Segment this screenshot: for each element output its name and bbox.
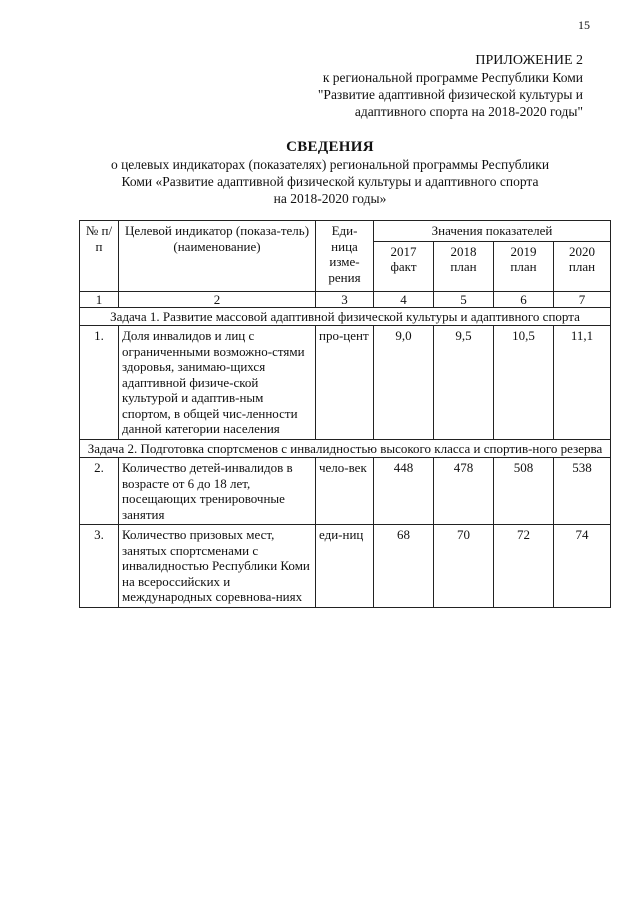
row-indicator: Количество призовых мест, занятых спортсменами с инвалидностью Республики Коми на всероссийских и международных соревнова-ниях [119,525,316,608]
task-2-label: Задача 2. Подготовка спортсменов с инвалидностью высокого класса и спортив-ного резерва [80,439,611,458]
appendix-line: адаптивного спорта на 2018-2020 годы" [354,104,583,119]
row-unit: чело-век [316,458,374,525]
column-number: 4 [374,291,434,307]
row-num: 1. [80,326,119,440]
header-year: 2017 [390,243,417,259]
task-1-label: Задача 1. Развитие массовой адаптивной физической культуры и адаптивного спорта [80,307,611,326]
row-value: 478 [434,458,494,525]
header-year-kind: факт [390,259,417,274]
document-subtitle-line: на 2018-2020 годы» [273,191,387,206]
header-year-cell [374,241,434,291]
row-value: 11,1 [554,326,611,440]
table-row [80,326,611,440]
header-year-kind: план [568,259,596,274]
column-numbers-row [80,291,611,307]
column-number: 1 [80,291,119,307]
column-number: 3 [316,291,374,307]
appendix-block [243,52,583,120]
header-unit: Еди-ница изме-рения [316,221,374,292]
row-indicator: Количество детей-инвалидов в возрасте от 6 до 18 лет, посещающих тренировочные занятия [119,458,316,525]
document-heading [60,138,600,207]
row-num: 2. [80,458,119,525]
row-indicator: Доля инвалидов и лиц с ограниченными возможно-стями здоровья, занимаю-щихся адаптивной физиче-ской культурой и адаптив-ным спортом, в общей чис-ленности данной категории населения [119,326,316,440]
document-subtitle-line: о целевых индикаторах (показателях) региональной программы Республики [110,157,550,172]
column-number: 2 [119,291,316,307]
header-num: № п/п [80,221,119,292]
row-value: 68 [374,525,434,608]
row-value: 508 [494,458,554,525]
column-number: 5 [434,291,494,307]
appendix-line: "Развитие адаптивной физической культуры и [317,87,583,102]
row-value: 10,5 [494,326,554,440]
header-year: 2019 [510,243,537,259]
document-title: СВЕДЕНИЯ [286,139,374,155]
table-row [80,525,611,608]
task-row [80,439,611,458]
header-indicator: Целевой индикатор (показа-тель) (наименование) [119,221,316,292]
row-unit: еди-ниц [316,525,374,608]
row-value: 9,5 [434,326,494,440]
header-year-kind: план [450,259,477,274]
row-value: 9,0 [374,326,434,440]
table-header-row [80,221,611,242]
row-value: 538 [554,458,611,525]
appendix-title: ПРИЛОЖЕНИЕ 2 [475,53,583,68]
column-number: 6 [494,291,554,307]
row-num: 3. [80,525,119,608]
appendix-line: к региональной программе Республики Коми [322,70,583,85]
row-unit: про-цент [316,326,374,440]
indicators-table [79,220,611,608]
header-year-cell [554,241,611,291]
header-year-cell [434,241,494,291]
page-number: 15 [578,18,590,32]
column-number: 7 [554,291,611,307]
document-subtitle-line: Коми «Развитие адаптивной физической культуры и адаптивного спорта [121,174,539,189]
task-row [80,307,611,326]
row-value: 448 [374,458,434,525]
header-year: 2018 [450,243,477,259]
row-value: 70 [434,525,494,608]
row-value: 74 [554,525,611,608]
header-values-group: Значения показателей [374,221,611,242]
header-year: 2020 [569,243,595,259]
row-value: 72 [494,525,554,608]
header-year-cell [494,241,554,291]
header-year-kind: план [510,259,537,274]
table-row [80,458,611,525]
